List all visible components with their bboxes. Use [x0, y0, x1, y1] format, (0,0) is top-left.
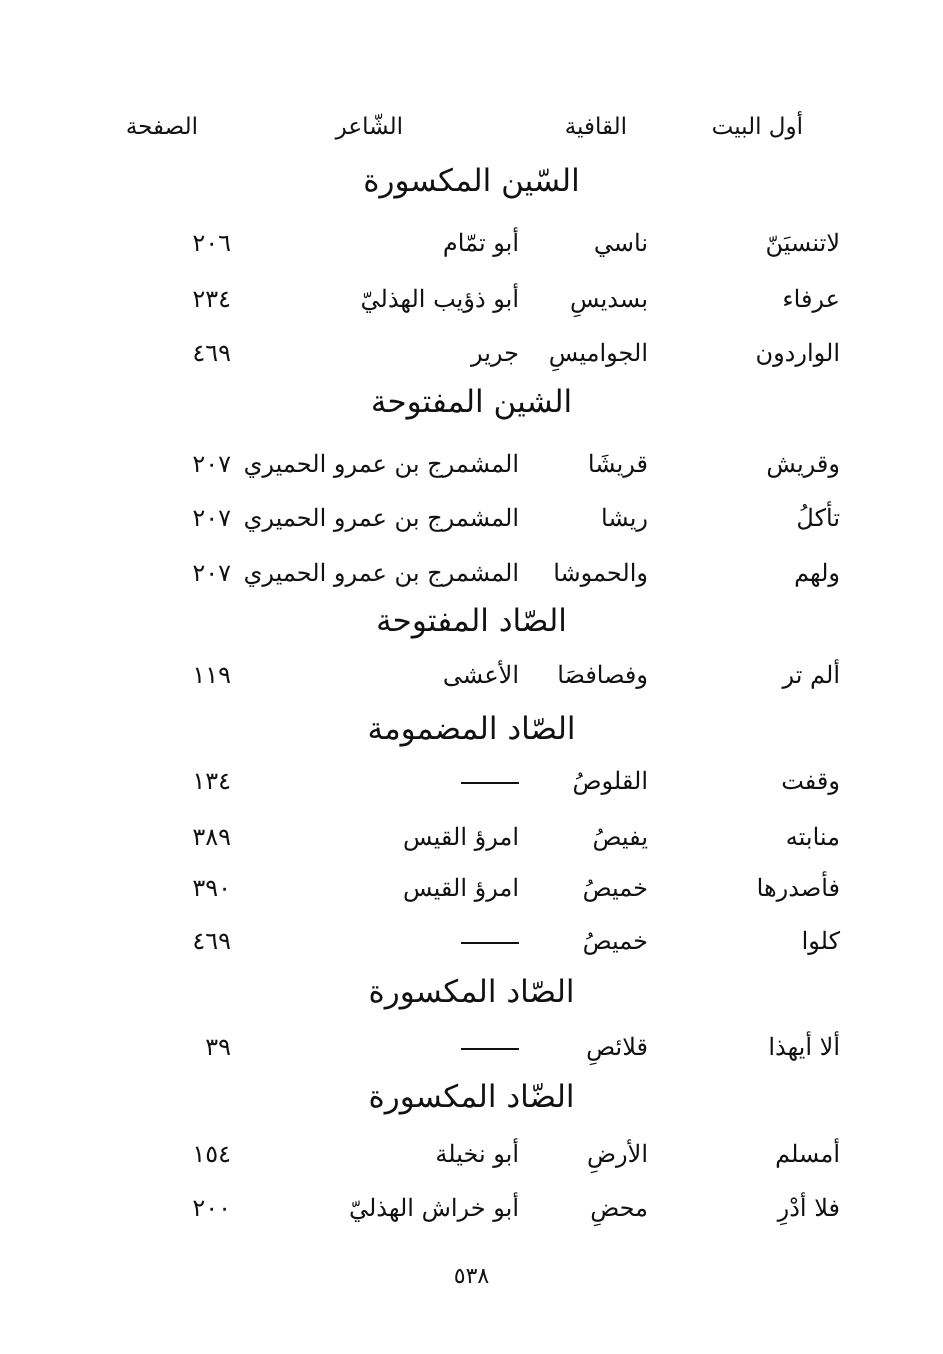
header-page: الصفحة [125, 114, 198, 140]
section-title: الصّاد المضمومة [367, 711, 576, 747]
page-ref: ٢٠٦ [192, 229, 231, 257]
page-ref: ٣٨٩ [192, 823, 231, 851]
section-title: الصّاد المكسورة [368, 974, 575, 1010]
poet-placeholder-dash [461, 1035, 519, 1059]
page-ref: ٢٠٠ [192, 1194, 231, 1222]
poet: أبو ذؤيب الهذليّ [360, 285, 519, 313]
page-ref: ٢٣٤ [192, 285, 231, 313]
section-title: الشين المفتوحة [370, 384, 573, 420]
rhyme: بسديسِ [570, 285, 648, 313]
first-verse: أمسلم [775, 1140, 840, 1168]
poet: المشمرج بن عمرو الحميري [243, 450, 519, 478]
rhyme: محضِ [590, 1194, 648, 1222]
dash-line [461, 942, 519, 944]
rhyme: القلوصُ [572, 767, 648, 795]
section-title: الضّاد المكسورة [368, 1079, 575, 1115]
first-verse: وقريش [766, 450, 840, 478]
page-ref: ١٥٤ [192, 1140, 231, 1168]
poet: أبو نخيلة [435, 1140, 519, 1168]
page-ref: ٢٠٧ [192, 559, 231, 587]
poet: المشمرج بن عمرو الحميري [243, 559, 519, 587]
first-verse: الواردون [755, 339, 840, 367]
page-ref: ٢٠٧ [192, 504, 231, 532]
first-verse: ألا أيهذا [768, 1033, 840, 1061]
poet: المشمرج بن عمرو الحميري [243, 504, 519, 532]
rhyme: وفصافصَا [557, 661, 648, 689]
poet-placeholder-dash [461, 769, 519, 793]
rhyme: ناسي [593, 229, 648, 257]
section-title: الصّاد المفتوحة [376, 603, 567, 639]
first-verse: ولهم [794, 559, 840, 587]
poet: امرؤ القيس [403, 874, 519, 902]
header-rhyme: القافية [564, 114, 627, 140]
first-verse: فأصدرها [756, 874, 840, 902]
header-first-verse: أول البيت [711, 114, 803, 140]
page-ref: ١١٩ [192, 661, 231, 689]
page-ref: ٤٦٩ [192, 339, 231, 367]
rhyme: خميصُ [582, 874, 648, 902]
page-number: ٥٣٨ [453, 1264, 490, 1289]
page-ref: ١٣٤ [192, 767, 231, 795]
page-ref: ٣٩ [205, 1033, 231, 1061]
dash-line [461, 1048, 519, 1050]
page-ref: ٤٦٩ [192, 927, 231, 955]
poet-placeholder-dash [461, 929, 519, 953]
first-verse: لاتنسيَنّ [765, 229, 840, 257]
rhyme: والحموشا [553, 559, 648, 587]
poet: جرير [471, 339, 519, 367]
poet: أبو تمّام [442, 229, 519, 257]
rhyme: ريشا [601, 504, 648, 532]
first-verse: تأكلُ [796, 504, 840, 532]
rhyme: يفيصُ [592, 823, 648, 851]
rhyme: الأرضِ [587, 1140, 648, 1168]
poet: امرؤ القيس [403, 823, 519, 851]
rhyme: قريشَا [587, 450, 648, 478]
header-poet: الشّاعر [335, 114, 403, 140]
dash-line [461, 782, 519, 784]
poet: أبو خراش الهذليّ [348, 1194, 519, 1222]
rhyme: خميصُ [582, 927, 648, 955]
first-verse: وقفت [781, 767, 840, 795]
poet: الأعشى [442, 661, 519, 689]
first-verse: كلوا [801, 927, 840, 955]
page-ref: ٢٠٧ [192, 450, 231, 478]
first-verse: ألم تر [782, 661, 840, 689]
first-verse: عرفاء [782, 285, 840, 313]
first-verse: فلا أدْرِ [777, 1194, 840, 1222]
page-ref: ٣٩٠ [192, 874, 231, 902]
first-verse: منابته [785, 823, 840, 851]
rhyme: قلائصِ [586, 1033, 648, 1061]
rhyme: الجواميسِ [548, 339, 648, 367]
section-title: السّين المكسورة [363, 163, 580, 199]
